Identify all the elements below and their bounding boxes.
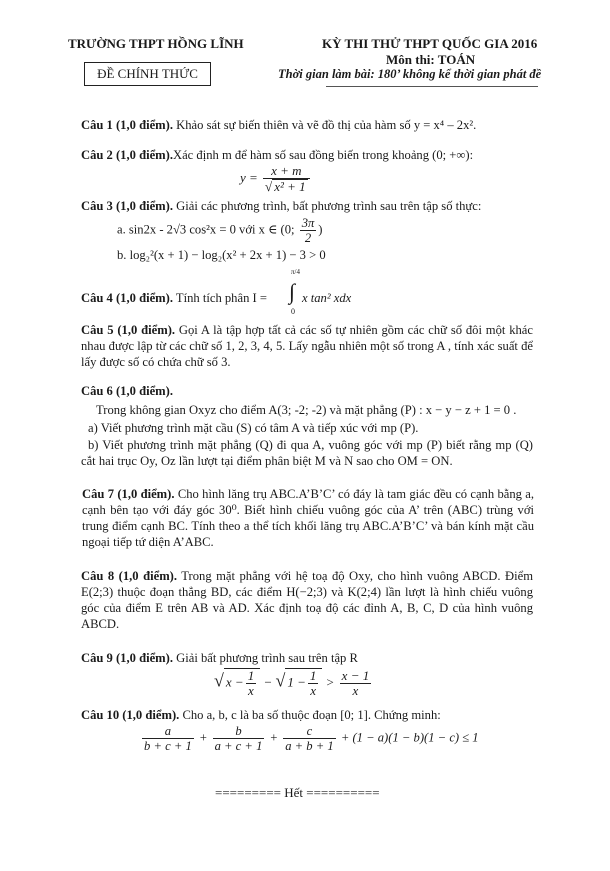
question-6: Câu 6 (1,0 điểm). [81,384,173,398]
question-2-formula: y = $\frac{x + m}{\text{√ x² + 1}}$ [240,164,312,194]
exam-subject: Môn thi: TOÁN [386,52,476,67]
question-6-intro: Trong không gian Oxyz cho điểm A(3; -2; -2) và mặt phẳng (P) : x − y − z + 1 = 0 . [96,403,517,417]
question-4: Câu 4 (1,0 điểm). Tính tích phân I = [81,291,267,305]
question-6a: a) Viết phương trình mặt cầu (S) có tâm A và tiếp xúc với mp (P). [88,421,419,435]
question-1: Câu 1 (1,0 điểm). Khảo sát sự biến thiên và vẽ đồ thị của hàm số y = x⁴ – 2x². [81,118,477,132]
integral-upper: π/4 [291,268,300,276]
official-badge: ĐỀ CHÍNH THỨC [84,62,211,86]
question-5: Câu 5 (1,0 điểm). Gọi A là tập hợp tất cả các số tự nhiên gồm các chữ số đôi một khác nhau được lập từ các chữ số 1, 2, 3, 4, 5. Lấy ngẫu nhiên một số trong A , tính xác suất để lấy được số có chứa chữ số 3. [81,323,533,369]
question-10: Câu 10 (1,0 điểm). Cho a, b, c là ba số thuộc đoạn [0; 1]. Chứng minh: [81,708,441,722]
school-name: TRƯỜNG THPT HỒNG LĨNH [68,36,244,51]
question-8: Câu 8 (1,0 điểm). Trong mặt phẳng với hệ toạ độ Oxy, cho hình vuông ABCD. Điểm E(2;3) thuộc đoạn thẳng BD, các điểm H(−2;3) và K(2;4) lần lượt là hình chiếu vuông góc của điểm E trên AB và AD. Xác định toạ độ các đỉnh A, B, C, D của hình vuông ABCD. [81,569,533,631]
integrand: x tan² xdx [302,291,352,305]
question-9-formula: √ x − $\frac{1}{x}$ − √ 1 − $\frac{1}{x}$ > $\frac{x - 1}{x}$ [214,668,370,698]
exam-title: KỲ THI THỬ THPT QUỐC GIA 2016 [322,36,538,51]
header-divider [326,86,538,87]
question-9: Câu 9 (1,0 điểm). Giải bất phương trình sau trên tập R [81,651,358,665]
question-3: Câu 3 (1,0 điểm). Giải các phương trình, bất phương trình sau trên tập số thực: [81,199,482,213]
integral-sign: ∫ [289,279,296,304]
question-3a: a. sin2x - 2√3 cos²x = 0 với x ∈ (0; $\frac{3\pi}{2}$ ) [117,216,323,245]
question-7: Câu 7 (1,0 điểm). Cho hình lăng trụ ABC.A’B’C’ có đáy là tam giác đều có cạnh bằng a, cạnh bên tạo với đáy góc 30⁰. Biết hình chiếu vuông góc của A’ trên (ABC) trùng với trung điểm cạnh BC. Tính theo a thể tích khối lăng trụ ABC.A’B’C’ và bán kính mặt cầu ngoại tiếp tứ diện A’ABC. [82,487,534,549]
question-3b: b. log₂²(x + 1) − log₂(x² + 2x + 1) − 3 > 0 [117,248,326,262]
end-marker: ========= Hết ========== [215,785,380,800]
exam-time: Thời gian làm bài: 180’ không kể thời gian phát đề [278,67,542,81]
question-10-formula: $\frac{a}{b + c + 1}$ + $\frac{b}{a + c + 1}$ + $\frac{c}{a + b + 1}$ + (1 − a)(1 − b)(1 − c) ≤ 1 [144,724,479,753]
question-2: Câu 2 (1,0 điểm).Xác định m để hàm số sau đồng biến trong khoảng (0; +∞): [81,148,474,162]
integral-lower: 0 [291,307,295,316]
question-6b: b) Viết phương trình mặt phẳng (Q) đi qua A, vuông góc với mp (P) biết rằng mp (Q) cắt hai trục Oy, Oz lần lượt tại điểm phân biệt M và N sao cho OM = ON. [81,438,533,468]
